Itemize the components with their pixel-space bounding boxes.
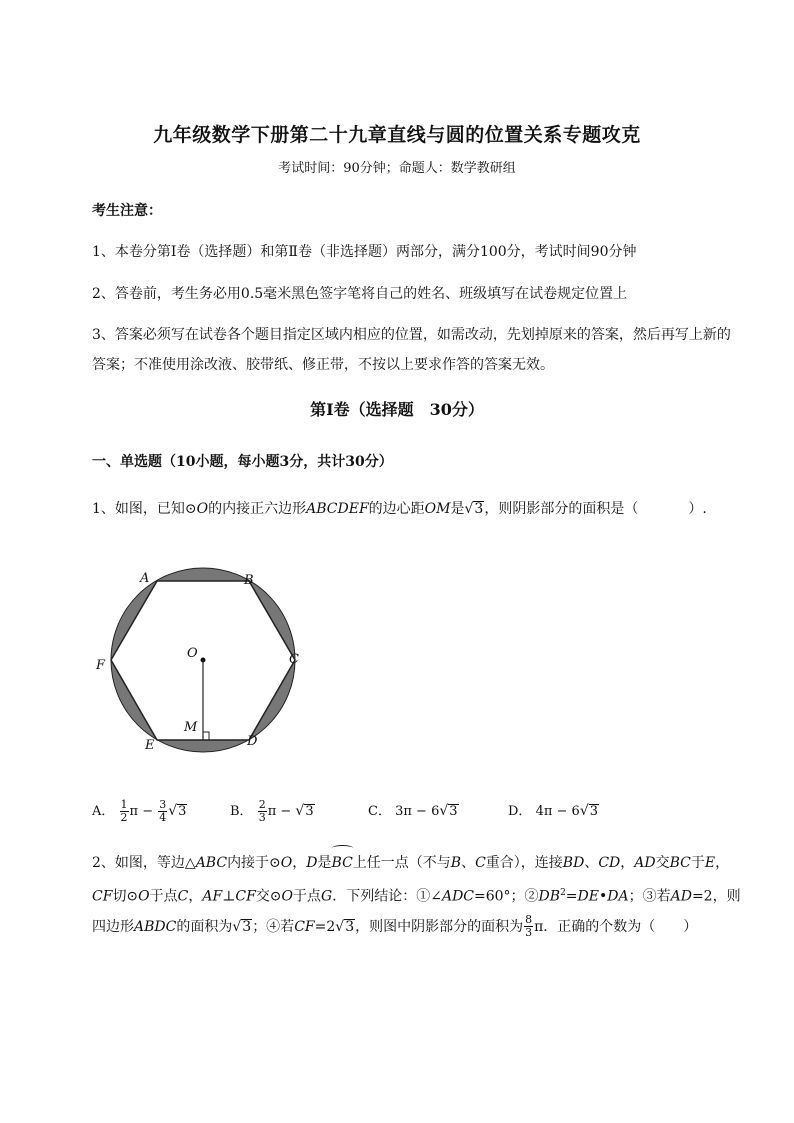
q2-line-1 [92,848,752,878]
choice-text: π − [129,804,154,819]
hexagon-figure [92,565,312,765]
radicand: 3 [589,804,599,819]
q2-text-part: • [598,888,608,905]
q2-text-part: ；④若 [252,918,295,935]
q1-text-part: 的边心距 [368,501,425,517]
denominator: 3 [258,811,266,824]
label-O: O [187,646,198,661]
q2-text-part: ．下列结论：①∠ [332,888,442,905]
q2-var: BC [669,855,691,871]
q1-text-part: 1、如图，已知 [92,501,185,517]
q2-text-part: 交 [655,855,670,871]
q2-var: DA [607,888,629,905]
q2-var: D [306,855,318,871]
q2-text-part: 于点 [293,888,322,905]
choice-d[interactable] [508,795,599,828]
radicand: 3 [345,918,355,935]
q2-text-part: 、 [584,855,599,871]
q2-var: AF [202,888,223,905]
q2-text-part: ， [188,888,203,905]
section-title: 第I卷（选择题 30分） [310,400,484,419]
q2-text-part: 于 [690,855,705,871]
q1-text-part: 的内接正六边形 [208,501,307,517]
radicand: 3 [178,804,187,819]
q2-text-part: =60°；② [474,888,539,905]
q2-var: E [704,855,716,871]
q2-text-part: 内接于⊙ [227,855,281,871]
label-M: M [184,720,198,735]
q2-text-part: 于点 [149,888,178,905]
q2-var: DB [538,888,561,905]
sqrt-symbol: √ [168,803,178,819]
sqrt-symbol: √ [335,918,345,935]
q2-var: BD [562,855,585,871]
radicand: 3 [242,918,252,935]
q2-var: O [138,888,150,905]
label-F: F [96,658,106,673]
choice-label: A． [92,804,115,819]
q2-var: ADC [441,888,474,905]
q2-var: O [280,855,293,871]
denominator: 3 [525,926,533,940]
q2-text-part: 四边形 [92,918,134,935]
denominator: 4 [159,811,167,824]
q1-text-part: ）. [688,501,707,517]
choice-label: C． [368,804,391,819]
choice-label: D． [508,804,532,819]
numerator: 3 [159,798,167,811]
question-2-text [92,848,752,942]
sqrt-symbol: √ [295,803,305,819]
question-1-text [92,494,742,524]
q2-text-part: 重合），连接 [485,855,563,871]
notice-heading: 考生注意： [92,203,162,219]
sqrt-symbol: √ [464,501,474,517]
q2-text-part: ，则图中阴影部分的面积为 [355,918,524,935]
q2-var: C [177,888,189,905]
label-C: C [289,652,299,667]
label-E: E [145,738,155,753]
choice-text: π − [267,804,292,819]
notice-item-2: 2、答卷前，考生务必用0.5毫米黑色签字笔将自己的姓名、班级填写在试卷规定位置上 [92,286,628,302]
denominator: 2 [120,811,128,824]
fraction [258,799,267,824]
circle-symbol: ⊙ [184,501,197,517]
q2-var: CF [92,888,113,905]
choice-text: 4π − 6 [535,804,580,819]
numerator: 2 [258,798,266,811]
label-A: A [140,571,150,586]
q2-text-part: = [565,888,578,905]
q2-var: B [450,855,462,871]
q2-var: ABDC [134,918,177,935]
label-B: B [244,573,254,588]
q2-text-part: ；③若 [628,888,671,905]
q2-var: CF [294,918,315,935]
part-heading: 一、单选题（10小题，每小题3分，共计30分） [92,454,393,470]
q2-text-part: 上任一点（不与 [352,855,451,871]
q2-text-part: π．正确的个数为（ ） [534,918,698,935]
q2-var: AD [670,888,692,905]
choice-text: 3π − 6 [395,804,440,819]
sqrt-symbol: √ [232,918,242,935]
q2-text-part: 切⊙ [112,888,139,905]
q2-var: AD [634,855,656,871]
q1-text-part: ，则阴影部分的面积是（ [484,501,639,517]
q2-text-part: =2，则 [691,888,741,905]
arc-bc: BC [332,848,353,878]
q2-var: CD [598,855,621,871]
q2-text-part: 的面积为 [176,918,233,935]
q2-var: CF [235,888,256,905]
q2-line-3 [92,912,752,942]
fraction [158,799,167,824]
q2-line-2 [92,878,752,912]
q1-var: O [196,501,209,517]
radicand: 3 [449,804,458,819]
q2-text-part: 、 [461,855,476,871]
choice-label: B． [230,804,253,819]
choice-a[interactable] [92,795,187,828]
q1-var: OM [424,501,451,517]
q2-text-part: ⊥ [222,888,236,905]
choice-b[interactable] [230,795,315,828]
q2-text-part: =2 [314,918,336,935]
fraction [524,914,533,939]
q2-text-part: ， [292,855,307,871]
q2-text-part: ， [620,855,635,871]
exam-title: 九年级数学下册第二十九章直线与圆的位置关系专题攻克 [153,124,641,146]
q1-var: ABCDEF [306,501,369,517]
q1-radicand: 3 [474,501,484,517]
q2-var: DE [577,888,599,905]
label-D: D [247,734,258,749]
q2-text-part: 交⊙ [255,888,282,905]
choice-c[interactable] [368,795,459,828]
q2-var: ABC [195,855,228,871]
exam-subtitle: 考试时间：90分钟；命题人：数学教研组 [278,161,516,176]
q2-text-part: 2、如图，等边△ [92,855,196,871]
fraction [120,799,129,824]
q2-var: O [281,888,294,905]
q1-text-part: 是 [450,501,465,517]
q2-var: C [475,855,486,871]
q2-text-part: 是 [317,855,332,871]
q2-var: G [321,888,333,905]
exponent: 2 [560,888,566,898]
notice-item-3: 3、答案必须写在试卷各个题目指定区域内相应的位置，如需改动，先划掉原来的答案，然后再写上新的答案；不准使用涂改液、胶带纸、修正带，不按以上要求作答的答案无效。 [92,327,731,373]
numerator: 1 [120,798,128,811]
sqrt-symbol: √ [579,803,589,819]
radicand: 3 [305,804,314,819]
q2-text-part: ， [715,855,730,871]
sqrt-symbol: √ [439,803,449,819]
numerator: 8 [525,913,533,927]
notice-item-1: 1、本卷分第I卷（选择题）和第Ⅱ卷（非选择题）两部分，满分100分，考试时间90分钟 [92,244,637,260]
